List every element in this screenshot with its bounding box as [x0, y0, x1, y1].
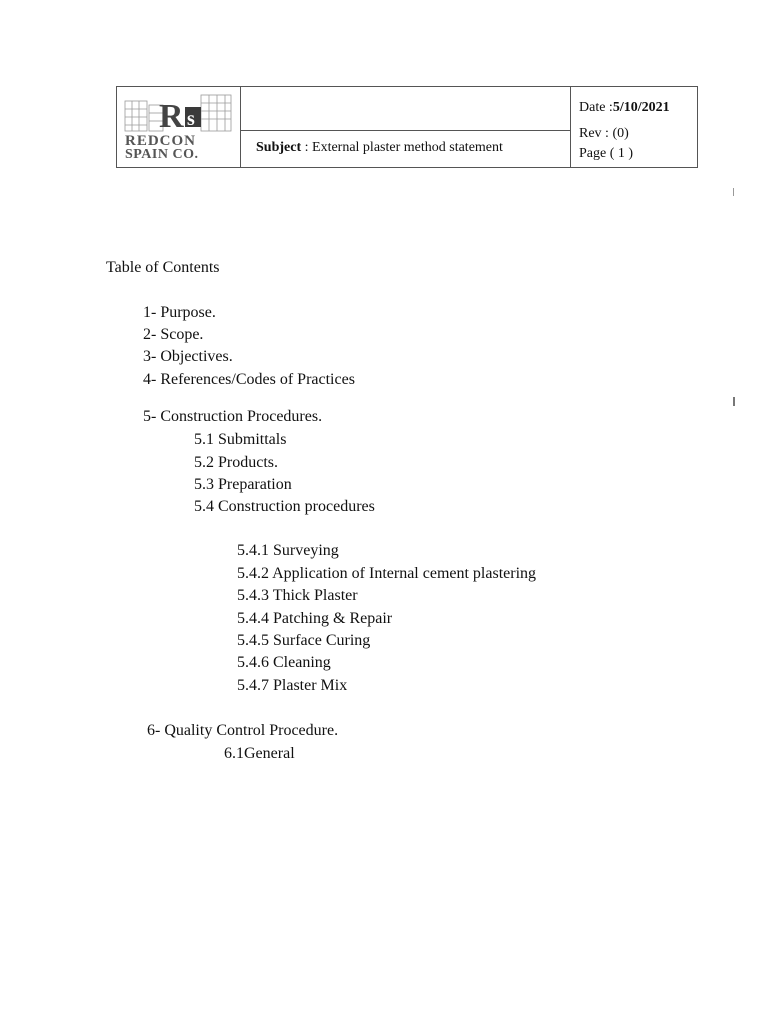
svg-text:R: R [159, 98, 184, 135]
date-value: 5/10/2021 [612, 100, 670, 115]
toc-subitem: 5.1 Submittals [194, 431, 287, 448]
document-header-table [116, 86, 698, 168]
toc-subsubitem: 5.4.6 Cleaning [237, 654, 331, 671]
margin-mark [733, 397, 735, 406]
toc-subsubitem: 5.4.3 Thick Plaster [237, 587, 358, 604]
meta-cell [571, 87, 697, 167]
toc-subsubitem: 5.4.1 Surveying [237, 542, 339, 559]
date-line [579, 100, 670, 116]
toc-subsubitem: 5.4.5 Surface Curing [237, 632, 371, 649]
revision-line: Rev : (0) [579, 126, 629, 141]
toc-subsubitem: 5.4.4 Patching & Repair [237, 610, 393, 627]
company-logo-cell [117, 87, 241, 167]
subject-line [256, 140, 503, 156]
page-number-line: Page ( 1 ) [579, 146, 634, 161]
toc-item: 3- Objectives. [143, 348, 233, 365]
toc-subitem: 5.4 Construction procedures [194, 498, 375, 515]
toc-item: 4- References/Codes of Practices [143, 371, 355, 388]
subject-blank-row [241, 87, 570, 131]
toc-subitem: 5.2 Products. [194, 454, 278, 471]
toc-subitem: 5.3 Preparation [194, 476, 292, 493]
subject-label: Subject [256, 140, 302, 155]
svg-text:SPAIN CO.: SPAIN CO. [125, 147, 199, 162]
margin-mark [733, 188, 734, 196]
toc-subsubitem: 5.4.7 Plaster Mix [237, 677, 348, 694]
subject-text: : External plaster method statement [301, 140, 503, 155]
toc-item: 5- Construction Procedures. [143, 408, 323, 425]
date-label: Date : [579, 100, 613, 115]
toc-title: Table of Contents [106, 259, 220, 276]
company-logo [121, 91, 237, 163]
svg-text:REDCON: REDCON [125, 133, 197, 149]
svg-text:s: s [187, 108, 195, 130]
toc-subsubitem: 5.4.2 Application of Internal cement plastering [237, 565, 537, 582]
toc-item: 6- Quality Control Procedure. [147, 722, 339, 739]
toc-item: 1- Purpose. [143, 304, 216, 321]
toc-subitem: 6.1General [224, 745, 295, 762]
subject-cell [241, 87, 571, 167]
toc-item: 2- Scope. [143, 326, 204, 343]
